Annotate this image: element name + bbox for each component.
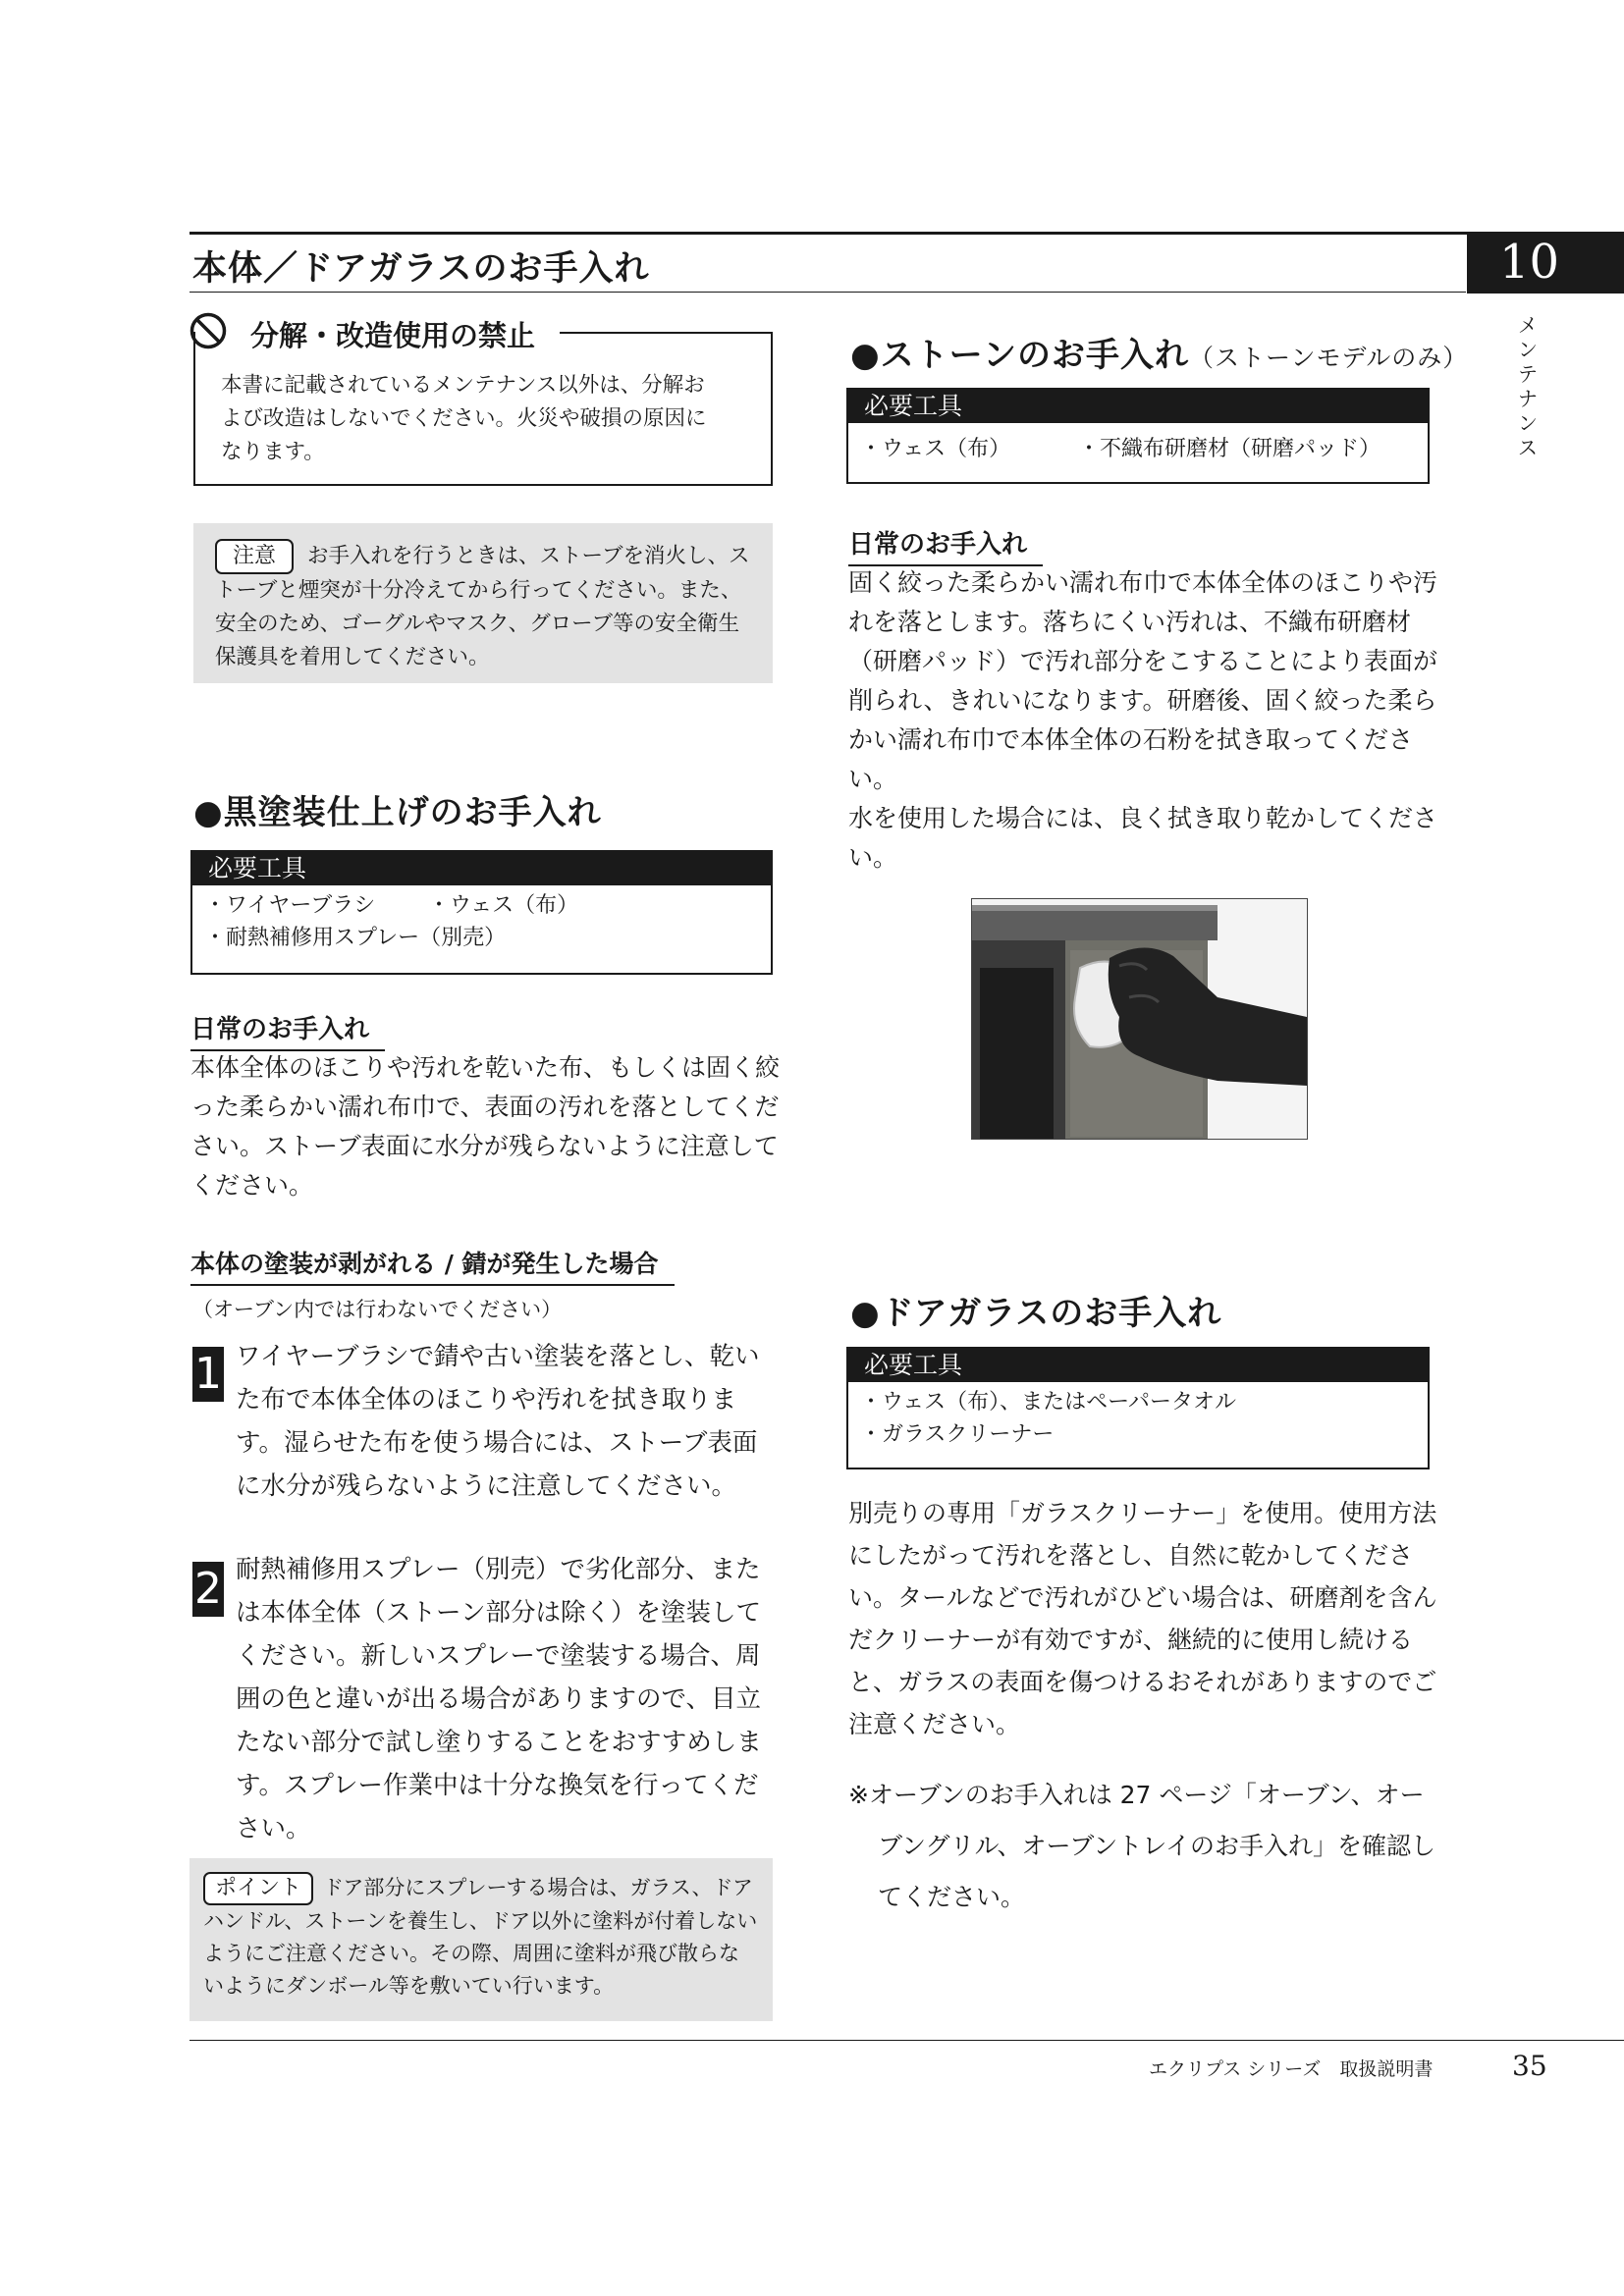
page-number: 35 xyxy=(1512,2050,1547,2082)
step-number: 1 xyxy=(192,1347,224,1402)
tool-item: ・ウェス（布） xyxy=(428,893,579,918)
step-text: 耐熱補修用スプレー（別売）で劣化部分、または本体全体（ストーン部分は除く）を塗装してください。新しいスプレーで塗装する場合、周囲の色と違いが出る場合がありますので、目立たない部分で試し塗りすることをおすすめします。スプレー作業中は十分な換気を行ってください。 xyxy=(236,1555,762,1843)
point-box xyxy=(189,1858,773,2021)
daily-care-text: 本体全体のほこりや汚れを乾いた布、もしくは固く絞った柔らかい濡れ布巾で、表面の汚れを落としてください。ストーブ表面に水分が残らないように注意してください。 xyxy=(190,1053,781,1200)
tool-item: ・不織布研磨材（研磨パッド） xyxy=(1078,437,1381,461)
caution-text: お手入れを行うときは、ストーブを消火し、ストーブと煙突が十分冷えてから行ってください。また、安全のため、ゴーグルやマスク、グローブ等の安全衛生保護具を着用してください。 xyxy=(215,544,750,669)
chapter-side-label: メンテナンス xyxy=(1515,314,1539,461)
stone-cleaning-illustration xyxy=(972,899,1307,1139)
peel-note: （オーブン内では行わないでください） xyxy=(192,1298,563,1321)
tool-item: ・ウェス（布）、またはペーパータオル xyxy=(860,1390,1237,1415)
point-tag: ポイント xyxy=(203,1872,313,1905)
black-coating-tools-box xyxy=(190,850,773,975)
prohibition-text: 本書に記載されているメンテナンス以外は、分解お よび改造はしないでください。火災や破損の原因に なります。 xyxy=(221,373,707,464)
chapter-number: 10 xyxy=(1467,232,1624,294)
prohibition-title: 分解・改造使用の禁止 xyxy=(250,319,536,352)
stone-tools-box xyxy=(846,388,1430,484)
caution-box xyxy=(193,523,773,683)
header-underline xyxy=(189,292,1466,293)
tools-label: 必要工具 xyxy=(848,390,1428,423)
black-coating-heading: ●黒塗装仕上げのお手入れ xyxy=(193,793,602,832)
peel-heading: 本体の塗装が剥がれる / 錆が発生した場合 xyxy=(190,1245,675,1286)
glass-heading: ●ドアガラスのお手入れ xyxy=(850,1294,1222,1333)
tool-item: ・ウェス（布） xyxy=(860,437,1011,461)
tools-label: 必要工具 xyxy=(192,852,771,885)
stone-daily-care-text: 固く絞った柔らかい濡れ布巾で本体全体のほこりや汚れを落とします。落ちにくい汚れは、不織布研磨材（研磨パッド）で汚れ部分をこすることにより表面が削られ、きれいになります。研磨後、固く絞った柔らかい濡れ布巾で本体全体の石粉を拭き取ってください。 xyxy=(848,568,1438,793)
oven-note: ※オーブンのお手入れは 27 ページ「オーブン、オーブングリル、オーブントレイのお手入れ」を確認してください。 xyxy=(848,1781,1436,1911)
footer-title: エクリプス シリーズ 取扱説明書 xyxy=(1149,2058,1434,2080)
glass-text: 別売りの専用「ガラスクリーナー」を使用。使用方法にしたがって汚れを落とし、自然に乾かしてください。タールなどで汚れがひどい場合は、研磨剤を含んだクリーナーが有効ですが、継続的に使用し続けると、ガラスの表面を傷つけるおそれがありますのでご注意ください。 xyxy=(848,1499,1437,1738)
stone-heading-text: ●ストーンのお手入れ xyxy=(850,336,1189,375)
stone-heading-note: （ストーンモデルのみ） xyxy=(1189,344,1469,372)
stone-daily-care-heading: 日常のお手入れ xyxy=(848,524,1043,566)
page-title: 本体／ドアガラスのお手入れ xyxy=(192,249,650,289)
daily-care-heading: 日常のお手入れ xyxy=(190,1009,385,1051)
tool-item: ・ワイヤーブラシ xyxy=(204,893,376,918)
step-number: 2 xyxy=(192,1562,224,1617)
caution-tag: 注意 xyxy=(215,539,294,574)
tool-item: ・耐熱補修用スプレー（別売） xyxy=(204,926,507,950)
stone-cleaning-photo xyxy=(971,898,1308,1140)
glass-tools-box xyxy=(846,1347,1430,1469)
header-rule xyxy=(189,232,1624,235)
tool-item: ・ガラスクリーナー xyxy=(860,1422,1055,1447)
stone-heading xyxy=(850,328,1468,376)
footer-rule xyxy=(189,2040,1624,2041)
stone-dry-text: 水を使用した場合には、良く拭き取り乾かしてください。 xyxy=(848,804,1438,872)
step-text: ワイヤーブラシで錆や古い塗装を落とし、乾いた布で本体全体のほこりや汚れを拭き取ります。湿らせた布を使う場合には、ストーブ表面に水分が残らないように注意してください。 xyxy=(236,1342,760,1501)
tools-label: 必要工具 xyxy=(848,1349,1428,1382)
point-text: ドア部分にスプレーする場合は、ガラス、ドアハンドル、ストーンを養生し、ドア以外に塗料が付着しないようにご注意ください。その際、周囲に塗料が飛び散らないようにダンボール等を敷いてい行います。 xyxy=(203,1876,758,1998)
